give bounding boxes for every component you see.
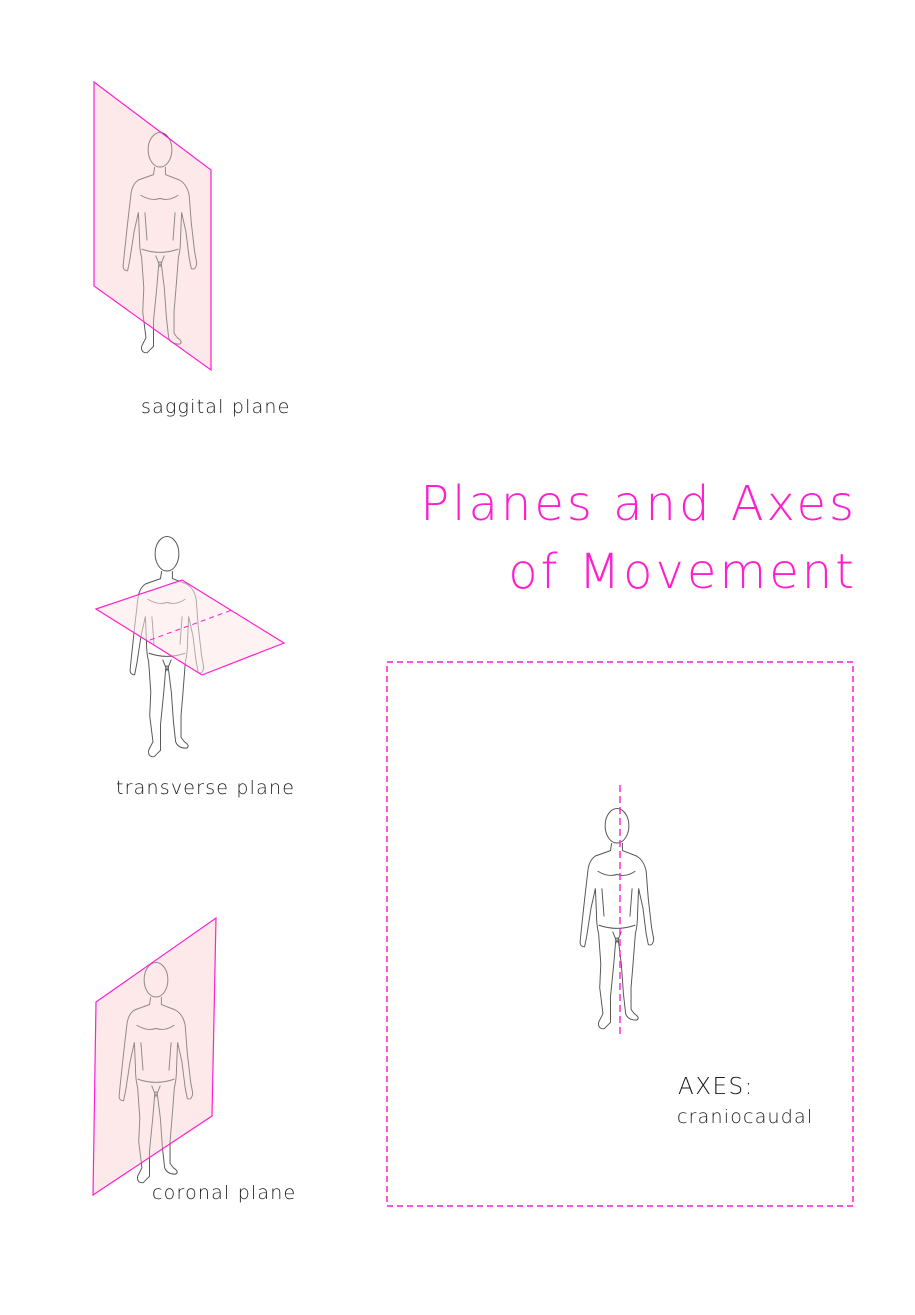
transverse-plane-outline — [96, 580, 284, 675]
axes-figure-group — [580, 785, 654, 1036]
coronal-plane-group — [93, 918, 216, 1195]
axes-heading: AXES: — [678, 1074, 754, 1100]
coronal-plane-outline — [93, 918, 216, 1195]
sagittal-plane-label: saggital plane — [141, 396, 291, 418]
page-title-line2: of Movement — [508, 544, 857, 600]
axes-item-craniocaudal: craniocaudal — [677, 1106, 814, 1128]
transverse-plane-label: transverse plane — [116, 777, 296, 799]
axes-figure — [580, 808, 654, 1028]
sagittal-plane-outline — [94, 82, 211, 370]
sagittal-plane-group — [94, 82, 211, 370]
transverse-plane-group — [96, 536, 284, 756]
page-title-line1: Planes and Axes — [420, 476, 857, 532]
coronal-plane-label: coronal plane — [152, 1182, 297, 1204]
